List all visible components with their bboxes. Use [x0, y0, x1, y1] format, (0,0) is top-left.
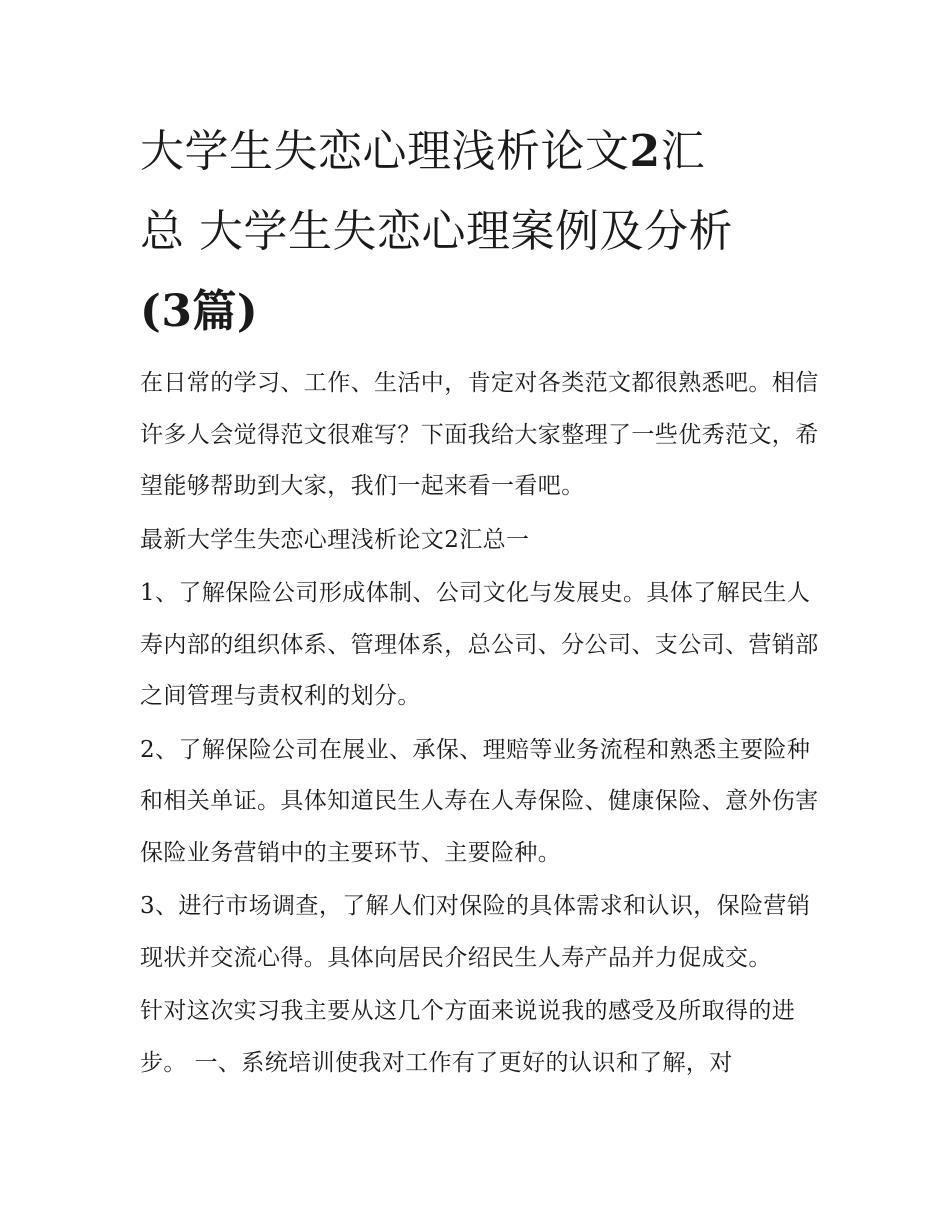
document-body [140, 358, 820, 1089]
title-line-1-text: 大学生失恋心理浅析论文 [140, 126, 630, 177]
list-item-1: 1、了解保险公司形成体制、公司文化与发展史。具体了解民生人寿内部的组织体系、管理体系，总公司、分公司、支公司、营销部之间管理与责权利的划分。 [140, 580, 819, 709]
list-item-3: 3、进行市场调查，了解人们对保险的具体需求和认识，保险营销现状并交流心得。具体向居民介绍民生人寿产品并力促成交。 [140, 893, 811, 971]
title-line-2: 总 大学生失恋心理案例及分析 [140, 206, 733, 257]
intro-paragraph: 在日常的学习、工作、生活中，肯定对各类范文都很熟悉吧。相信许多人会觉得范文很难写？下面我给大家整理了一些优秀范文，希望能够帮助到大家，我们一起来看一看吧。 [140, 370, 819, 499]
document-content [140, 112, 820, 1091]
document-title [140, 112, 820, 352]
section-heading: 最新大学生失恋心理浅析论文2汇总一 [140, 526, 530, 553]
closing-paragraph: 针对这次实习我主要从这几个方面来说说我的感受及所取得的进步。 一、系统培训使我对工作有了更好的认识和了解，对 [140, 998, 796, 1076]
title-line-3: (3篇) [140, 286, 259, 337]
title-line-1-tail: 汇 [660, 126, 706, 177]
title-line-1 [140, 126, 705, 177]
list-item-2: 2、了解保险公司在展业、承保、理赔等业务流程和熟悉主要险种和相关单证。具体知道民生人寿在人寿保险、健康保险、意外伤害保险业务营销中的主要环节、主要险种。 [140, 736, 819, 866]
title-line-1-number: 2 [629, 126, 661, 177]
